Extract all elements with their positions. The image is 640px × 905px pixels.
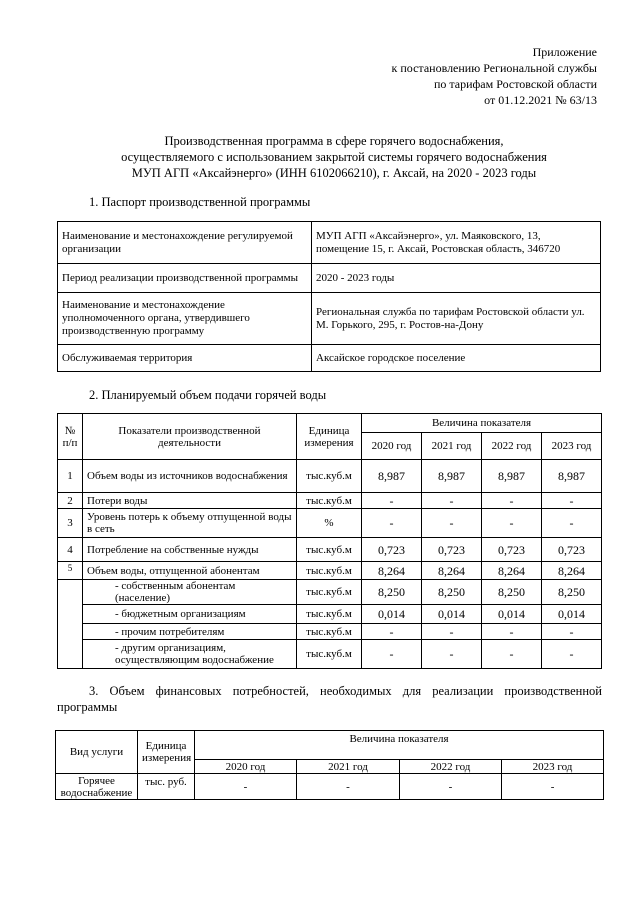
passport-value: Региональная служба по тарифам Ростовской области ул. М. Горького, 295, г. Ростов-на-Дону — [312, 293, 601, 345]
row-unit: тыс. руб. — [138, 774, 195, 800]
section-1-heading: 1. Паспорт производственной программы — [89, 195, 311, 209]
row-label: Потери воды — [83, 493, 297, 509]
table-row — [58, 624, 602, 640]
row-value: - — [482, 509, 542, 538]
row-value: 8,987 — [362, 460, 422, 493]
row-value: - — [482, 640, 542, 669]
row-num: 1 — [58, 460, 83, 493]
row-num — [58, 624, 83, 640]
row-value: 8,264 — [362, 562, 422, 580]
row-value: - — [422, 624, 482, 640]
row-unit: тыс.куб.м — [297, 605, 362, 624]
row-value: 0,723 — [542, 538, 602, 562]
row-unit: тыс.куб.м — [297, 640, 362, 669]
table-header-row — [56, 731, 604, 760]
row-unit: тыс.куб.м — [297, 562, 362, 580]
header-year: 2021 год — [422, 433, 482, 460]
header-year: 2023 год — [502, 760, 604, 774]
row-value: 0,723 — [362, 538, 422, 562]
row-unit: % — [297, 509, 362, 538]
row-value: 8,250 — [482, 580, 542, 605]
table-header-row — [58, 414, 602, 433]
row-value: 8,987 — [422, 460, 482, 493]
row-label: Уровень потерь к объему отпущенной воды в сеть — [83, 509, 297, 538]
header-year: 2020 год — [195, 760, 297, 774]
header-year: 2021 год — [297, 760, 400, 774]
table-row — [58, 460, 602, 493]
table-row — [58, 640, 602, 669]
header-value-group: Величина показателя — [195, 731, 604, 760]
row-value: 8,987 — [542, 460, 602, 493]
document-title — [60, 133, 608, 181]
table-row — [58, 509, 602, 538]
row-value: - — [542, 624, 602, 640]
header-unit: Единица измерения — [297, 414, 362, 460]
table-row — [58, 222, 601, 264]
row-label: - другим организациям, осуществляющим водоснабжение — [83, 640, 297, 669]
row-value: 8,987 — [482, 460, 542, 493]
row-label: - собственным абонентам (население) — [83, 580, 297, 605]
row-value: - — [362, 493, 422, 509]
table-row — [58, 538, 602, 562]
row-value: - — [482, 624, 542, 640]
row-num — [58, 580, 83, 605]
header-indicator: Показатели производственной деятельности — [83, 414, 297, 460]
header-year: 2022 год — [482, 433, 542, 460]
title-line: МУП АГП «Аксайэнерго» (ИНН 6102066210), г. Аксай, на 2020 - 2023 годы — [131, 166, 537, 180]
header-year: 2022 год — [400, 760, 502, 774]
row-label: - бюджетным организациям — [83, 605, 297, 624]
row-value: - — [195, 774, 297, 800]
row-label: Потребление на собственные нужды — [83, 538, 297, 562]
row-value: 0,014 — [542, 605, 602, 624]
row-value: 8,250 — [422, 580, 482, 605]
row-value: 8,264 — [542, 562, 602, 580]
row-value: 8,250 — [542, 580, 602, 605]
row-value: - — [542, 640, 602, 669]
row-unit: тыс.куб.м — [297, 624, 362, 640]
header-unit: Единица измерения — [138, 731, 195, 774]
appendix-header — [392, 44, 597, 108]
header-service: Вид услуги — [56, 731, 138, 774]
header-num: № п/п — [58, 414, 83, 460]
row-value: 0,723 — [482, 538, 542, 562]
table-row — [58, 580, 602, 605]
appendix-line: по тарифам Ростовской области — [433, 77, 597, 91]
water-supply-table — [57, 413, 602, 669]
appendix-line: от 01.12.2021 № 63/13 — [484, 93, 597, 107]
row-value: - — [422, 509, 482, 538]
header-year: 2023 год — [542, 433, 602, 460]
row-unit: тыс.куб.м — [297, 538, 362, 562]
section-2-heading: 2. Планируемый объем подачи горячей воды — [89, 388, 327, 402]
passport-label: Наименование и местонахождение регулируемой организации — [58, 222, 312, 264]
row-value: - — [362, 640, 422, 669]
row-label: Объем воды из источников водоснабжения — [83, 460, 297, 493]
table-row — [56, 774, 604, 800]
appendix-line: Приложение — [532, 45, 597, 59]
row-value: - — [422, 640, 482, 669]
passport-table — [57, 221, 601, 372]
row-unit: тыс.куб.м — [297, 493, 362, 509]
row-value: - — [482, 493, 542, 509]
passport-value: 2020 - 2023 годы — [312, 264, 601, 293]
appendix-line: к постановлению Региональной службы — [391, 61, 597, 75]
table-row — [58, 562, 602, 580]
table-row — [58, 493, 602, 509]
row-label: - прочим потребителям — [83, 624, 297, 640]
row-num — [58, 640, 83, 669]
row-num: 5 — [58, 562, 83, 580]
row-num: 3 — [58, 509, 83, 538]
table-row — [58, 345, 601, 372]
row-value: 8,264 — [422, 562, 482, 580]
row-num: 4 — [58, 538, 83, 562]
table-row — [58, 605, 602, 624]
row-service: Горячее водоснабжение — [56, 774, 138, 800]
passport-value: Аксайское городское поселение — [312, 345, 601, 372]
passport-label: Период реализации производственной программы — [58, 264, 312, 293]
passport-label: Обслуживаемая территория — [58, 345, 312, 372]
row-value: 8,264 — [482, 562, 542, 580]
row-unit: тыс.куб.м — [297, 580, 362, 605]
row-value: 8,250 — [362, 580, 422, 605]
row-value: 0,014 — [422, 605, 482, 624]
row-value: - — [362, 509, 422, 538]
passport-label: Наименование и местонахождение уполномоченного органа, утвердившего производственную программу — [58, 293, 312, 345]
financial-needs-table — [55, 730, 604, 800]
row-value: 0,014 — [362, 605, 422, 624]
row-value: - — [400, 774, 502, 800]
row-num — [58, 605, 83, 624]
title-line: осуществляемого с использованием закрытой системы горячего водоснабжения — [121, 150, 547, 164]
header-year: 2020 год — [362, 433, 422, 460]
title-line: Производственная программа в сфере горячего водоснабжения, — [164, 134, 504, 148]
table-row — [58, 293, 601, 345]
row-value: - — [422, 493, 482, 509]
passport-value: МУП АГП «Аксайэнерго», ул. Маяковского, 13, помещение 15, г. Аксай, Ростовская область, 346720 — [312, 222, 601, 264]
row-value: 0,723 — [422, 538, 482, 562]
table-row — [58, 264, 601, 293]
row-value: - — [542, 509, 602, 538]
row-label: Объем воды, отпущенной абонентам — [83, 562, 297, 580]
row-value: - — [502, 774, 604, 800]
header-value-group: Величина показателя — [362, 414, 602, 433]
section-3-heading: 3. Объем финансовых потребностей, необходимых для реализации производственной программы — [57, 684, 602, 714]
row-value: - — [297, 774, 400, 800]
row-value: 0,014 — [482, 605, 542, 624]
row-value: - — [362, 624, 422, 640]
row-num: 2 — [58, 493, 83, 509]
row-unit: тыс.куб.м — [297, 460, 362, 493]
row-value: - — [542, 493, 602, 509]
